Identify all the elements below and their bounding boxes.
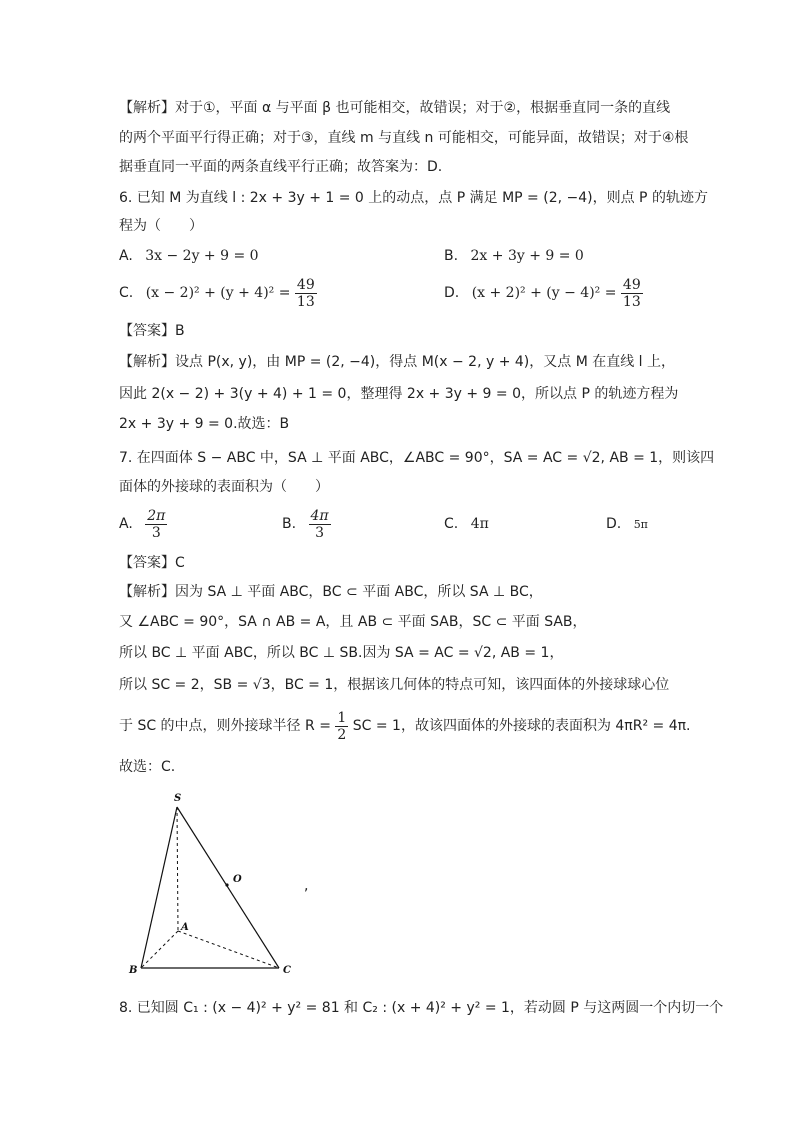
q6-solution-line-2: 因此 2(x − 2) + 3(y + 4) + 1 = 0，整理得 2x + 3y + 9 = 0，所以点 P 的轨迹方程为 xyxy=(119,386,679,402)
q7-solution-line-5a: 于 SC 的中点，则外接球半径 R = xyxy=(119,718,331,734)
q7-solution-denominator: 2 xyxy=(337,726,347,743)
q7-answer: 【答案】C xyxy=(119,555,185,571)
q7-option-d-text: 5π xyxy=(633,518,648,531)
q6-stem-line-1: 6. 已知 M 为直线 l : 2x + 3y + 1 = 0 上的动点，点 P 满足 MP = (2, −4)，则点 P 的轨迹方 xyxy=(119,190,708,206)
q7-option-a-label: A. xyxy=(119,516,133,532)
q7-option-c-label: C. xyxy=(444,516,459,532)
q6-stem-line-2: 程为（ ） xyxy=(119,218,203,234)
edge-sb xyxy=(141,807,177,968)
edge-ac xyxy=(178,931,279,968)
q6-option-c-fraction xyxy=(295,277,317,310)
q7-solution-line-4: 所以 SC = 2，SB = √3，BC = 1，根据该几何体的特点可知，该四面体的外接球球心位 xyxy=(119,677,670,693)
point-o xyxy=(225,883,228,886)
q5-analysis-line-2: 的两个平面平行得正确；对于③，直线 m 与直线 n 可能相交，可能异面，故错误；对于④根 xyxy=(119,130,689,146)
q8-stem-line-1: 8. 已知圆 C₁ : (x − 4)² + y² = 81 和 C₂ : (x + 4)² + y² = 1，若动圆 P 与这两圆一个内切一个 xyxy=(119,1000,724,1016)
q6-option-a-text: 3x − 2y + 9 = 0 xyxy=(145,248,259,264)
q7-solution-fraction xyxy=(335,710,348,743)
q7-option-b-numerator: 4π xyxy=(310,507,329,524)
tetrahedron-figure xyxy=(120,785,320,980)
q6-option-c xyxy=(119,276,317,310)
q7-option-d xyxy=(606,514,648,535)
q7-option-c xyxy=(444,514,489,534)
q6-solution-line-1: 【解析】设点 P(x, y)，由 MP = (2, −4)，得点 M(x − 2, y + 4)，又点 M 在直线 l 上， xyxy=(119,354,676,370)
q6-option-a-label: A. xyxy=(119,248,133,264)
edge-sa xyxy=(177,807,178,931)
figure-trailing-comma: , xyxy=(304,878,309,894)
q6-option-a xyxy=(119,246,259,266)
edge-sc xyxy=(177,807,279,968)
q7-option-b-denominator: 3 xyxy=(315,524,325,541)
q5-analysis-line-3: 据垂直同一平面的两条直线平行正确；故答案为：D. xyxy=(119,159,443,175)
q7-stem-line-1: 7. 在四面体 S − ABC 中，SA ⊥ 平面 ABC，∠ABC = 90°，SA = AC = √2, AB = 1，则该四 xyxy=(119,450,715,466)
q7-option-a-denominator: 3 xyxy=(151,524,161,541)
q6-option-c-numerator: 49 xyxy=(296,276,315,293)
q7-option-d-label: D. xyxy=(606,516,622,532)
vertex-b-label: B xyxy=(129,965,138,976)
q6-option-d-denominator: 13 xyxy=(622,293,641,310)
q7-solution-line-6: 故选：C. xyxy=(119,759,176,775)
q7-solution-line-1: 【解析】因为 SA ⊥ 平面 ABC，BC ⊂ 平面 ABC，所以 SA ⊥ BC， xyxy=(119,584,543,600)
q7-option-a-numerator: 2π xyxy=(147,507,166,524)
q6-option-b-label: B. xyxy=(444,248,459,264)
q7-solution-line-5b: SC = 1，故该四面体的外接球的表面积为 4πR² = 4π. xyxy=(352,718,691,734)
q7-solution-numerator: 1 xyxy=(337,709,347,726)
point-o-label: O xyxy=(233,874,242,885)
q7-solution-line-5 xyxy=(119,707,691,745)
q6-option-d-fraction xyxy=(621,277,643,310)
q7-option-a xyxy=(119,506,167,542)
vertex-s-label: S xyxy=(174,793,182,804)
q7-option-a-fraction xyxy=(145,508,167,541)
q6-option-d-label: D. xyxy=(444,285,460,301)
q6-option-b xyxy=(444,246,584,266)
q6-option-d xyxy=(444,276,643,310)
q5-analysis-line-1: 【解析】对于①，平面 α 与平面 β 也可能相交，故错误；对于②，根据垂直同一条的直线 xyxy=(119,100,671,116)
q6-option-c-left: (x − 2)² + (y + 4)² = xyxy=(145,285,291,301)
q6-option-c-denominator: 13 xyxy=(296,293,315,310)
q7-solution-line-3: 所以 BC ⊥ 平面 ABC，所以 BC ⊥ SB.因为 SA = AC = √2, AB = 1， xyxy=(119,645,564,661)
q6-option-b-text: 2x + 3y + 9 = 0 xyxy=(470,248,584,264)
q6-answer: 【答案】B xyxy=(119,323,185,339)
q6-option-c-label: C. xyxy=(119,285,134,301)
vertex-c-label: C xyxy=(283,965,291,976)
q7-stem-line-2: 面体的外接球的表面积为（ ） xyxy=(119,479,329,495)
q6-solution-line-3: 2x + 3y + 9 = 0.故选：B xyxy=(119,416,290,432)
edge-ab xyxy=(141,931,178,968)
q7-option-b-label: B. xyxy=(282,516,297,532)
q6-option-d-left: (x + 2)² + (y − 4)² = xyxy=(471,285,617,301)
q6-option-d-numerator: 49 xyxy=(622,276,641,293)
q7-option-b xyxy=(282,506,331,542)
vertex-a-label: A xyxy=(181,922,189,933)
q7-solution-line-2: 又 ∠ABC = 90°，SA ∩ AB = A，且 AB ⊂ 平面 SAB，SC ⊂ 平面 SAB， xyxy=(119,614,587,630)
q7-option-b-fraction xyxy=(309,508,331,541)
q7-option-c-text: 4π xyxy=(470,516,489,532)
